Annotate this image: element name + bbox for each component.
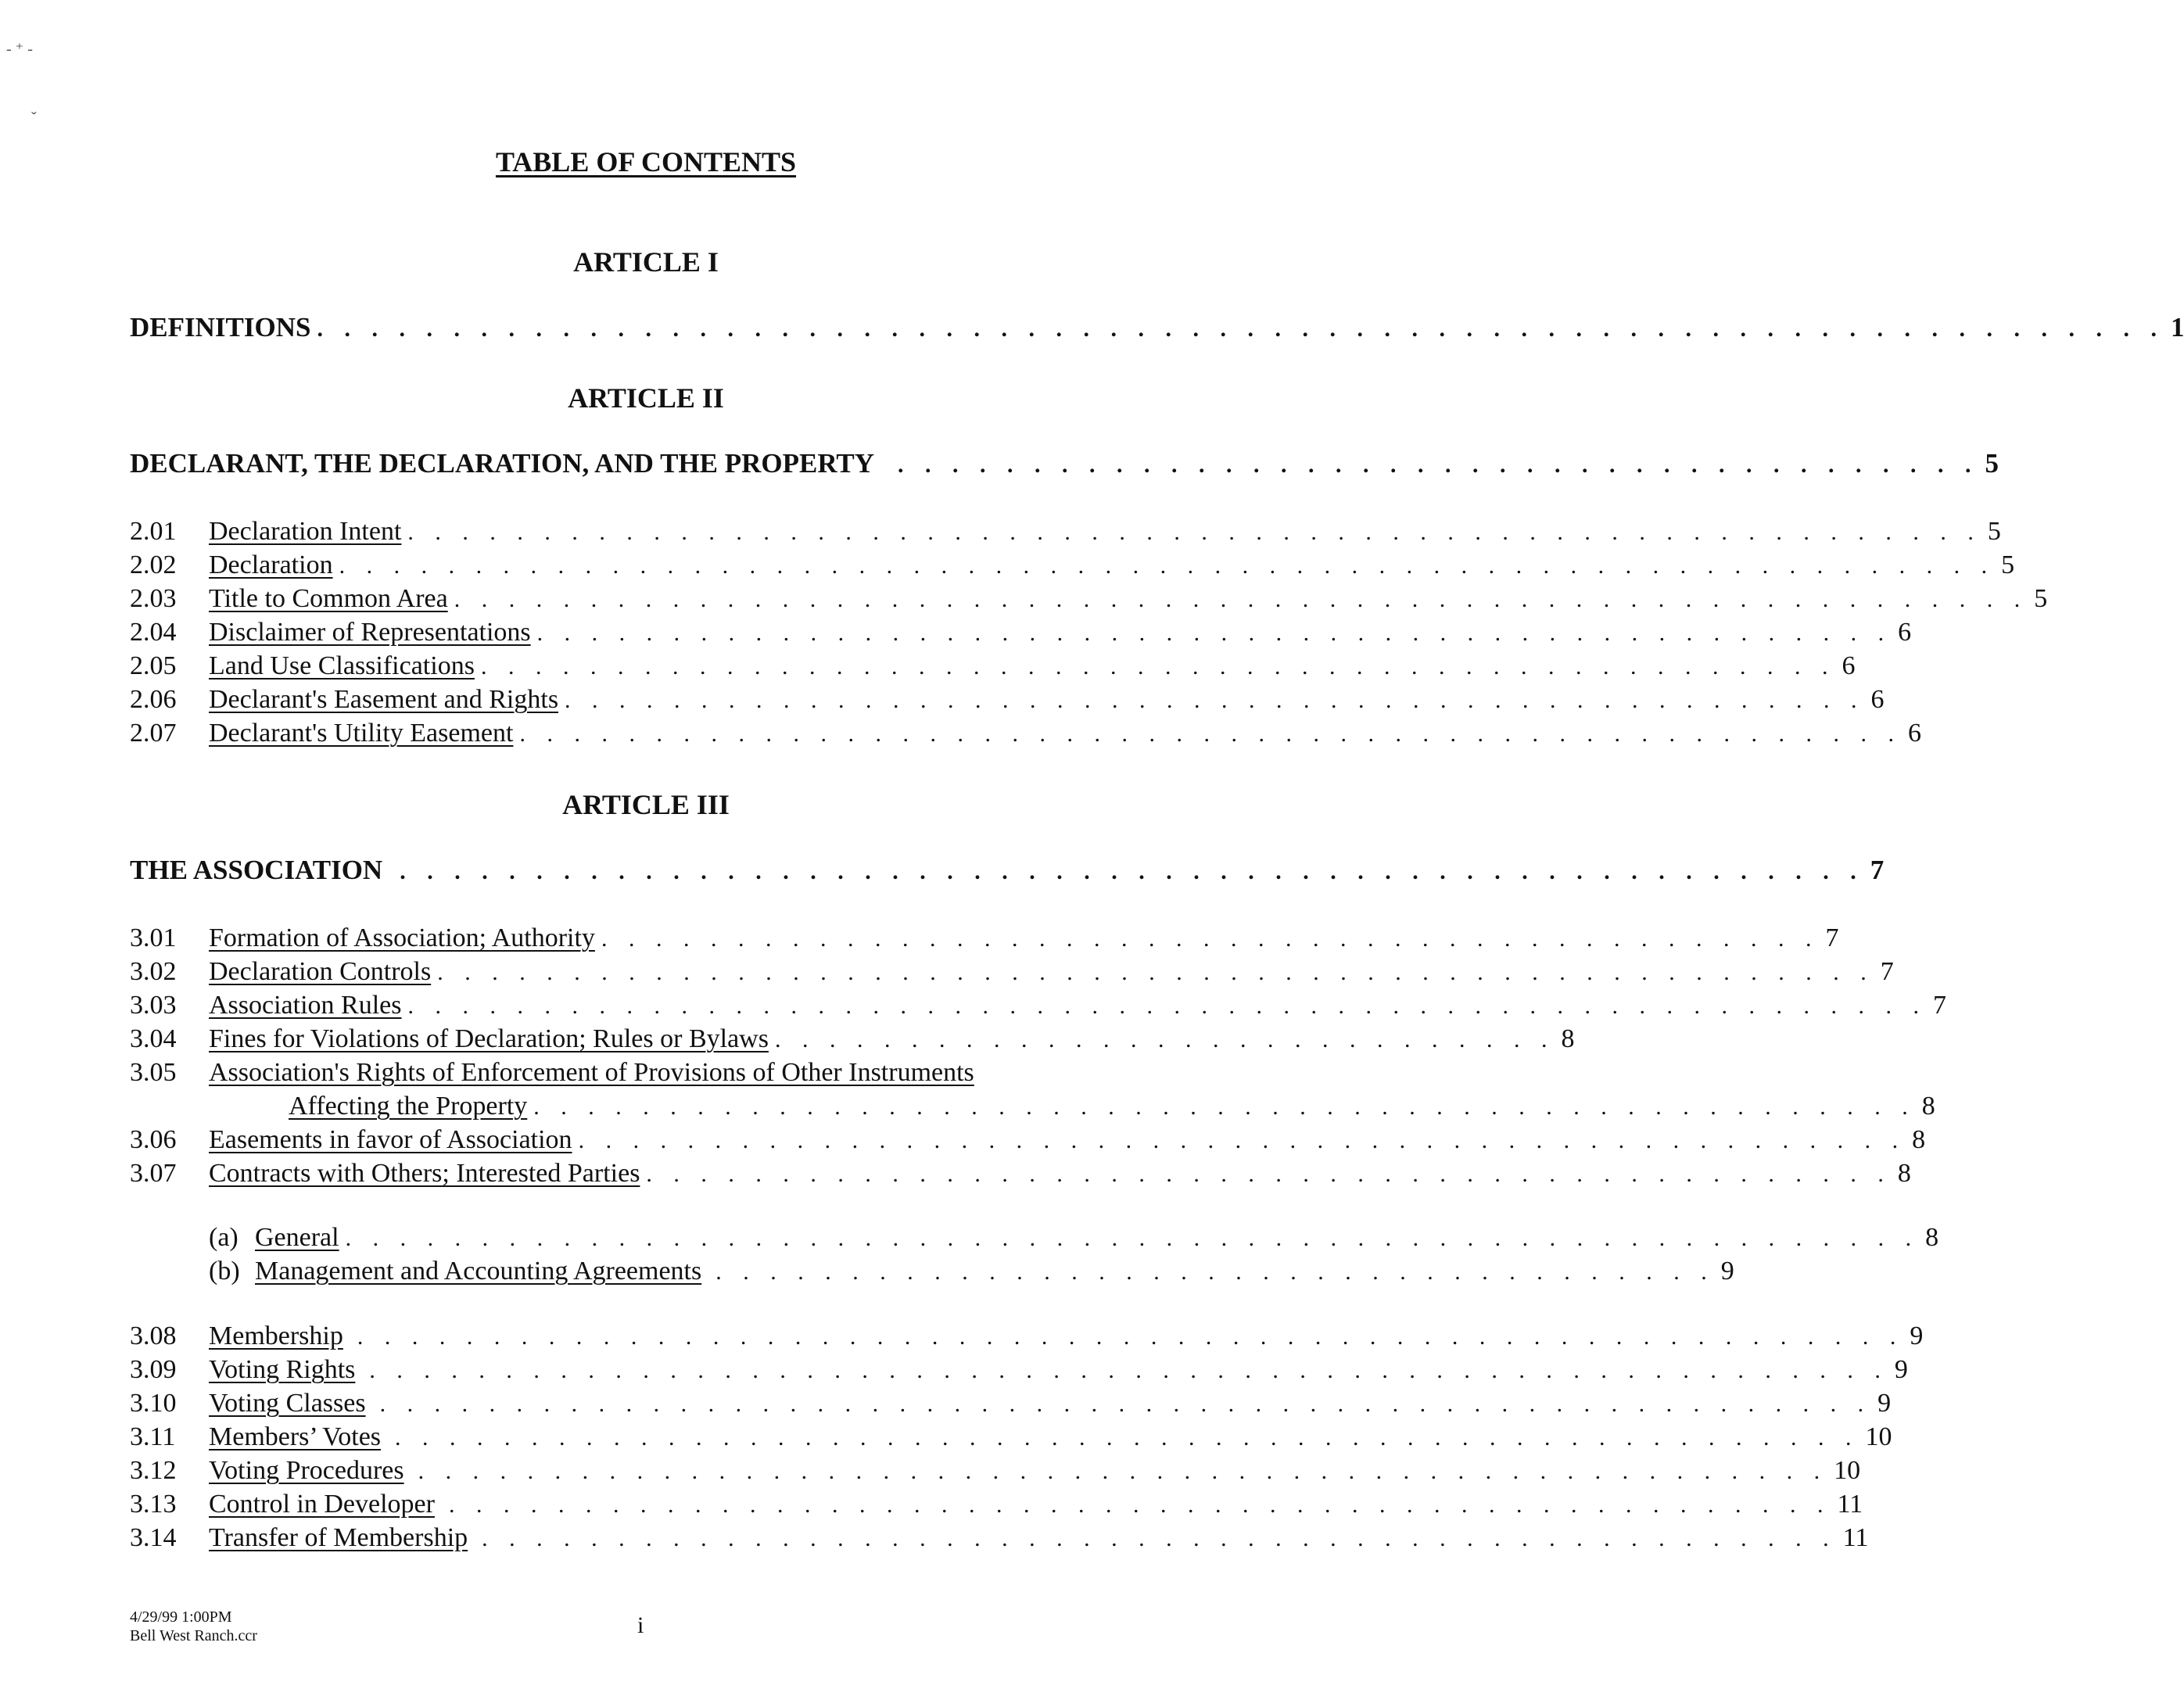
leader-dots: . . . . . . . . . . . . . . . . . . . . . . . . . . . . . . . . . . . . . . . . . . . . . . . . . . . . . .	[400, 859, 1864, 884]
leader-dots: . . . . . . . . . . . . . . . . . . . . . . . . . . . . . . . . . . . . . . . . . . . . . . . . . . . . . . .	[379, 1391, 1872, 1417]
section-number: 2.01	[130, 517, 177, 546]
leader-dots: . . . . . . . . . . . . . . . . . . . . . . . . . . . . . . . . . . . . . . . . . . . . .	[601, 926, 1820, 952]
leader-dots: . . . . . . . . . . . . . . . . . . . . . . . . . . . . . . . . . . . . . . . .	[898, 452, 1979, 478]
section-number: 2.04	[130, 618, 177, 647]
leader-dots: . . . . . . . . . . . . . . . . . . . . . . . . . . . . . . . . . . . . . . . . . . . . . . . . . .	[482, 1526, 1837, 1551]
entry-page: 10	[1834, 1456, 1861, 1485]
entry-title: Disclaimer of Representations	[209, 616, 537, 649]
toc-subentry[interactable]	[130, 1255, 1734, 1288]
section-number: 3.11	[130, 1422, 176, 1451]
entry-page: 6	[1842, 651, 1856, 680]
entry-page: 8	[1912, 1125, 1926, 1154]
article-1-heading: ARTICLE I	[573, 246, 719, 278]
leader-dots: . . . . . . . . . . . . . . . . . . . . . . . . . . . . . . . . . . . . . . . . . . . . . . . . . . . . . . . . . .	[454, 586, 2028, 612]
toc-title: TABLE OF CONTENTS	[495, 146, 797, 178]
section-number: 3.09	[130, 1355, 177, 1384]
entry-page: 9	[1877, 1389, 1892, 1418]
leader-dots: . . . . . . . . . . . . . . . . . . . . . . . . . . . . . . . . . . . . . . . . . . . . . . . . . . .	[519, 721, 1902, 747]
leader-dots: . . . . . . . . . . . . . . . . . . . . . . . . . . . . . . . . . . . . . . . . . . . . . . . . . . . . . . . . . . . . . . . . . . . .	[317, 316, 2164, 342]
entry-page: 8	[1897, 1159, 1911, 1188]
section-number: 3.01	[130, 923, 177, 952]
leader-dots: . . . . . . . . . . . . . . . . . . . . . . . . . . . . . . . . . . . . .	[715, 1259, 1715, 1285]
leader-dots: . . . . . . . . . . . . . . . . . . . . . . . . . . . . . . . . . . . . . . . . . . . . . . . . . . . . . . . . . .	[345, 1225, 1920, 1251]
leader-dots: . . . . . . . . . . . . . . . . . . . . . . . . . . . . . . . . . . . . . . . . . . . . . . . . . . . . . . . .	[407, 993, 1927, 1019]
entry-title: Declaration Intent	[209, 515, 407, 548]
entry-title: Title to Common Area	[209, 583, 454, 615]
toc-entry[interactable]	[130, 922, 1839, 955]
article-2-heading: ARTICLE II	[568, 382, 724, 414]
entry-title: THE ASSOCIATION	[130, 854, 400, 887]
entry-page: 5	[2001, 550, 2015, 579]
entry-page: 9	[1720, 1257, 1734, 1286]
section-number: 3.03	[130, 991, 177, 1020]
article-3-heading: ARTICLE III	[562, 789, 730, 820]
footer-info	[130, 1608, 257, 1645]
entry-page: 8	[1561, 1024, 1575, 1053]
entry-page: 9	[1894, 1355, 1908, 1384]
toc-entry[interactable]	[130, 989, 1946, 1022]
entry-page: 8	[1921, 1092, 1935, 1121]
toc-entry[interactable]	[130, 717, 1921, 750]
toc-entry[interactable]	[130, 583, 2048, 615]
entry-title: Transfer of Membership	[209, 1522, 482, 1555]
toc-entry[interactable]	[130, 1387, 1892, 1420]
section-number: 3.12	[130, 1456, 177, 1485]
toc-entry[interactable]	[130, 1056, 1156, 1089]
entry-title: Voting Rights	[209, 1354, 369, 1386]
entry-page: 7	[1932, 991, 1946, 1020]
toc-entry[interactable]	[130, 616, 1912, 649]
leader-dots: . . . . . . . . . . . . . . . . . . . . . . . . . . . . . . . . . . . . . . . . . . . . . . . . . . . . . .	[395, 1425, 1859, 1451]
entry-title: Land Use Classifications	[209, 650, 481, 683]
footer-datetime: 4/29/99 1:00PM	[130, 1608, 232, 1626]
toc-entry[interactable]	[130, 1023, 1575, 1056]
entry-page: 11	[1837, 1490, 1863, 1519]
leader-dots: . . . . . . . . . . . . . . . . . . . . . . . . . . . . . . . . . . . . . . . . . . . . . . . . . . . . . . . . . . . . .	[339, 553, 1996, 579]
entry-page: 10	[1865, 1422, 1892, 1451]
footer-filename: Bell West Ranch.ccr	[130, 1627, 257, 1644]
toc-entry[interactable]	[130, 1522, 1869, 1555]
entry-page: 5	[1987, 517, 2001, 546]
entry-title: Management and Accounting Agreements	[255, 1255, 715, 1288]
section-number: 2.07	[130, 719, 177, 748]
entry-page: 5	[1985, 448, 1999, 479]
leader-dots: . . . . . . . . . . . . . . . . . . . . . . . . . . . . . . . . . . . . . . . . . . . . . . . . . . . . . . . . . .	[407, 519, 1981, 545]
toc-entry[interactable]	[130, 683, 1885, 716]
leader-dots: . . . . . . . . . . . . . . . . . . . . . . . . . . . . . . . . . . . . . . . . . . . . . .	[646, 1161, 1892, 1187]
entry-title: Members’ Votes	[209, 1421, 395, 1454]
toc-entry-article-2[interactable]	[130, 447, 1999, 480]
toc-entry[interactable]	[130, 956, 1894, 988]
entry-page: 11	[1842, 1523, 1869, 1552]
entry-title: Affecting the Property	[289, 1090, 533, 1123]
toc-entry[interactable]	[130, 549, 2015, 582]
toc-entry-continuation[interactable]	[130, 1090, 1935, 1123]
leader-dots: . . . . . . . . . . . . . . . . . . . . . . . . . . . . .	[774, 1027, 1555, 1052]
leader-dots: . . . . . . . . . . . . . . . . . . . . . . . . . . . . . . . . . . . . . . . . . . . . . . . . . . . .	[418, 1458, 1828, 1484]
subsection-label: (b)	[209, 1257, 240, 1286]
entry-title: Membership	[209, 1320, 357, 1353]
entry-title: Control in Developer	[209, 1488, 449, 1521]
entry-page: 6	[1907, 719, 1921, 748]
leader-dots: . . . . . . . . . . . . . . . . . . . . . . . . . . . . . . . . . . . . . . . . . . . . . . . . . . . . .	[437, 959, 1874, 985]
leader-dots: . . . . . . . . . . . . . . . . . . . . . . . . . . . . . . . . . . . . . . . . . . . . . . . .	[565, 687, 1865, 713]
entry-page: 6	[1898, 618, 1912, 647]
section-number: 3.14	[130, 1523, 177, 1552]
toc-entry[interactable]	[130, 1488, 1863, 1521]
leader-dots: . . . . . . . . . . . . . . . . . . . . . . . . . . . . . . . . . . . . . . . . . . . . . . . . . .	[536, 620, 1892, 646]
section-number: 2.03	[130, 584, 177, 613]
subsection-label: (a)	[209, 1223, 238, 1252]
section-number: 3.02	[130, 957, 177, 986]
scan-mark: - ⁺ -	[6, 41, 33, 58]
entry-page: 5	[2034, 584, 2048, 613]
entry-title: General	[255, 1221, 346, 1254]
section-number: 3.05	[130, 1058, 177, 1087]
leader-dots: . . . . . . . . . . . . . . . . . . . . . . . . . . . . . . . . . . . . . . . . . . . . . . . . . . . . . . . .	[369, 1357, 1888, 1383]
toc-entry[interactable]	[130, 1454, 1861, 1487]
leader-dots: . . . . . . . . . . . . . . . . . . . . . . . . . . . . . . . . . . . . . . . . . . . . . . . . . .	[480, 654, 1836, 680]
entry-title: Association's Rights of Enforcement of Provisions of Other Instruments	[209, 1056, 981, 1089]
toc-entry[interactable]	[130, 515, 2001, 548]
entry-title: Association Rules	[209, 989, 407, 1022]
section-number: 3.06	[130, 1125, 177, 1154]
entry-title: Formation of Association; Authority	[209, 922, 601, 955]
section-number: 3.10	[130, 1389, 177, 1418]
entry-page: 7	[1870, 855, 1885, 885]
toc-entry[interactable]	[130, 1320, 1924, 1353]
toc-entry[interactable]	[130, 1421, 1892, 1454]
entry-title: Contracts with Others; Interested Parties	[209, 1157, 646, 1190]
toc-entry-article-1[interactable]	[130, 311, 2184, 344]
toc-entry-article-3[interactable]	[130, 854, 1885, 887]
leader-dots: . . . . . . . . . . . . . . . . . . . . . . . . . . . . . . . . . . . . . . . . . . . . . . . . .	[578, 1128, 1906, 1153]
entry-page: 9	[1910, 1321, 1924, 1350]
entry-title: Fines for Violations of Declaration; Rules or Bylaws	[209, 1023, 775, 1056]
section-number: 3.04	[130, 1024, 177, 1053]
toc-subentry[interactable]	[130, 1221, 1939, 1254]
entry-title: Easements in favor of Association	[209, 1124, 579, 1156]
entry-title: Declaration	[209, 549, 339, 582]
section-number: 3.08	[130, 1321, 177, 1350]
leader-dots: . . . . . . . . . . . . . . . . . . . . . . . . . . . . . . . . . . . . . . . . . . . . . . . . . . .	[533, 1094, 1916, 1120]
entry-title: Declarant's Utility Easement	[209, 717, 519, 750]
entry-page: 7	[1880, 957, 1894, 986]
entry-title: Voting Classes	[209, 1387, 380, 1420]
entry-title: Voting Procedures	[209, 1454, 418, 1487]
entry-page: 8	[1925, 1223, 1939, 1252]
leader-dots: . . . . . . . . . . . . . . . . . . . . . . . . . . . . . . . . . . . . . . . . . . . . . . . . . . . . . . . . .	[357, 1324, 1904, 1350]
entry-title: Declaration Controls	[209, 956, 437, 988]
entry-title: Declarant's Easement and Rights	[209, 683, 565, 716]
entry-title: DEFINITIONS	[130, 311, 317, 344]
leader-dots: . . . . . . . . . . . . . . . . . . . . . . . . . . . . . . . . . . . . . . . . . . . . . . . . . . .	[448, 1492, 1831, 1518]
entry-page: 6	[1870, 685, 1885, 714]
entry-page: 7	[1825, 923, 1839, 952]
scan-mark: ˇ	[31, 109, 37, 127]
toc-entry[interactable]	[130, 650, 1856, 683]
page-number: i	[637, 1612, 644, 1638]
toc-entry[interactable]	[130, 1124, 1926, 1156]
section-number: 3.13	[130, 1490, 177, 1519]
toc-entry[interactable]	[130, 1354, 1908, 1386]
toc-entry[interactable]	[130, 1157, 1911, 1190]
section-number: 2.06	[130, 685, 177, 714]
section-number: 2.02	[130, 550, 177, 579]
entry-page: 1	[2170, 312, 2184, 342]
entry-title: DECLARANT, THE DECLARATION, AND THE PROPERTY	[130, 447, 898, 480]
section-number: 2.05	[130, 651, 177, 680]
section-number: 3.07	[130, 1159, 177, 1188]
